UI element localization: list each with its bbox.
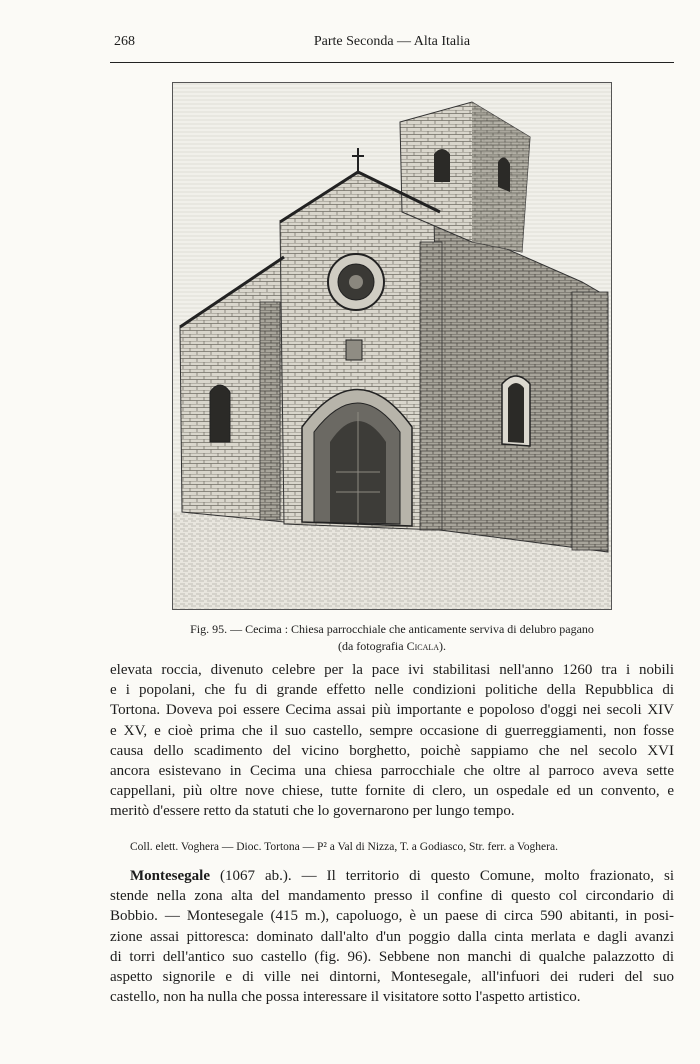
text-line: stende nella zona alta del mandamento presso il confine di questo col circondario di: [110, 888, 674, 905]
collegio-note: Coll. elett. Voghera — Dioc. Tortona — P² a Val di Nizza, T. a Godiasco, Str. ferr. a Voghera.: [130, 841, 558, 853]
text-line: causa dello scadimento del vicino borghetto, poichè sappiamo che nel secolo XVI: [110, 742, 674, 759]
text-line: aspetto signorile e di ville nei dintorni, Montesegale, all'infuori dei ruderi del suo: [110, 968, 674, 985]
text-line: zione assai pittoresca: dominato dall'alto d'un poggio dalla cinta merlata e dagli avanzi: [110, 928, 674, 945]
text-line-first: [110, 866, 674, 886]
photographer-name: Cicala: [406, 639, 440, 653]
header-rule: [110, 62, 674, 63]
paragraph-montesegale: [110, 866, 674, 1007]
text-line: meritò d'essere retto da statuti che lo governarono per lungo tempo.: [110, 803, 515, 820]
text-line: Tortona. Doveva poi essere Cecima assai più importante e popoloso d'oggi nei secoli XIV: [110, 702, 674, 719]
caption-line-2: [110, 638, 674, 655]
church-engraving-figure: [172, 82, 612, 610]
paragraph-cecima: [110, 660, 674, 822]
text-line: cappellani, più oltre nove chiese, tutte fornite di clero, un ospedale ed un convento, e: [110, 783, 674, 800]
text-line: elevata roccia, divenuto celebre per la pace ivi stabilitasi nell'anno 1260 tra i nobili: [110, 662, 674, 678]
running-title: Parte Seconda — Alta Italia: [313, 34, 471, 49]
text-line: Bobbio. — Montesegale (415 m.), capoluogo, è un paese di circa 590 abitanti, in posi-: [110, 908, 674, 925]
text-line: ancora esistevano in Cecima una chiesa parrocchiale che oltre al parroco aveva sette: [110, 762, 674, 779]
text-line: castello, non ha nulla che possa interessare il visitatore sotto l'aspetto artistico.: [110, 989, 581, 1006]
text-line: e XV, e cioè prima che il suo castello, sempre occasione di guerreggiamenti, non fosse: [110, 722, 674, 739]
running-head: [110, 34, 674, 54]
section-heading: Montesegale: [130, 868, 210, 884]
caption-line-2-suffix: ).: [439, 639, 447, 653]
caption-line-2-prefix: (da fotografia: [337, 639, 407, 653]
caption-line-1: Fig. 95. — Cecima : Chiesa parrocchiale che anticamente serviva di delubro pagano: [190, 622, 594, 636]
church-engraving-illustration: [172, 82, 612, 610]
first-line-rest: (1067 ab.). — Il territorio di questo Comune, molto frazionato, si: [219, 868, 675, 884]
text-line: di torri dell'antico suo castello (fig. 96). Sebbene non manchi di qualche palazzotto di: [110, 948, 674, 965]
text-line: e i popolani, che fu di grande effetto nelle condizioni politiche della Repubblica di: [110, 682, 674, 699]
page-number: 268: [114, 34, 135, 49]
figure-caption: [110, 621, 674, 655]
